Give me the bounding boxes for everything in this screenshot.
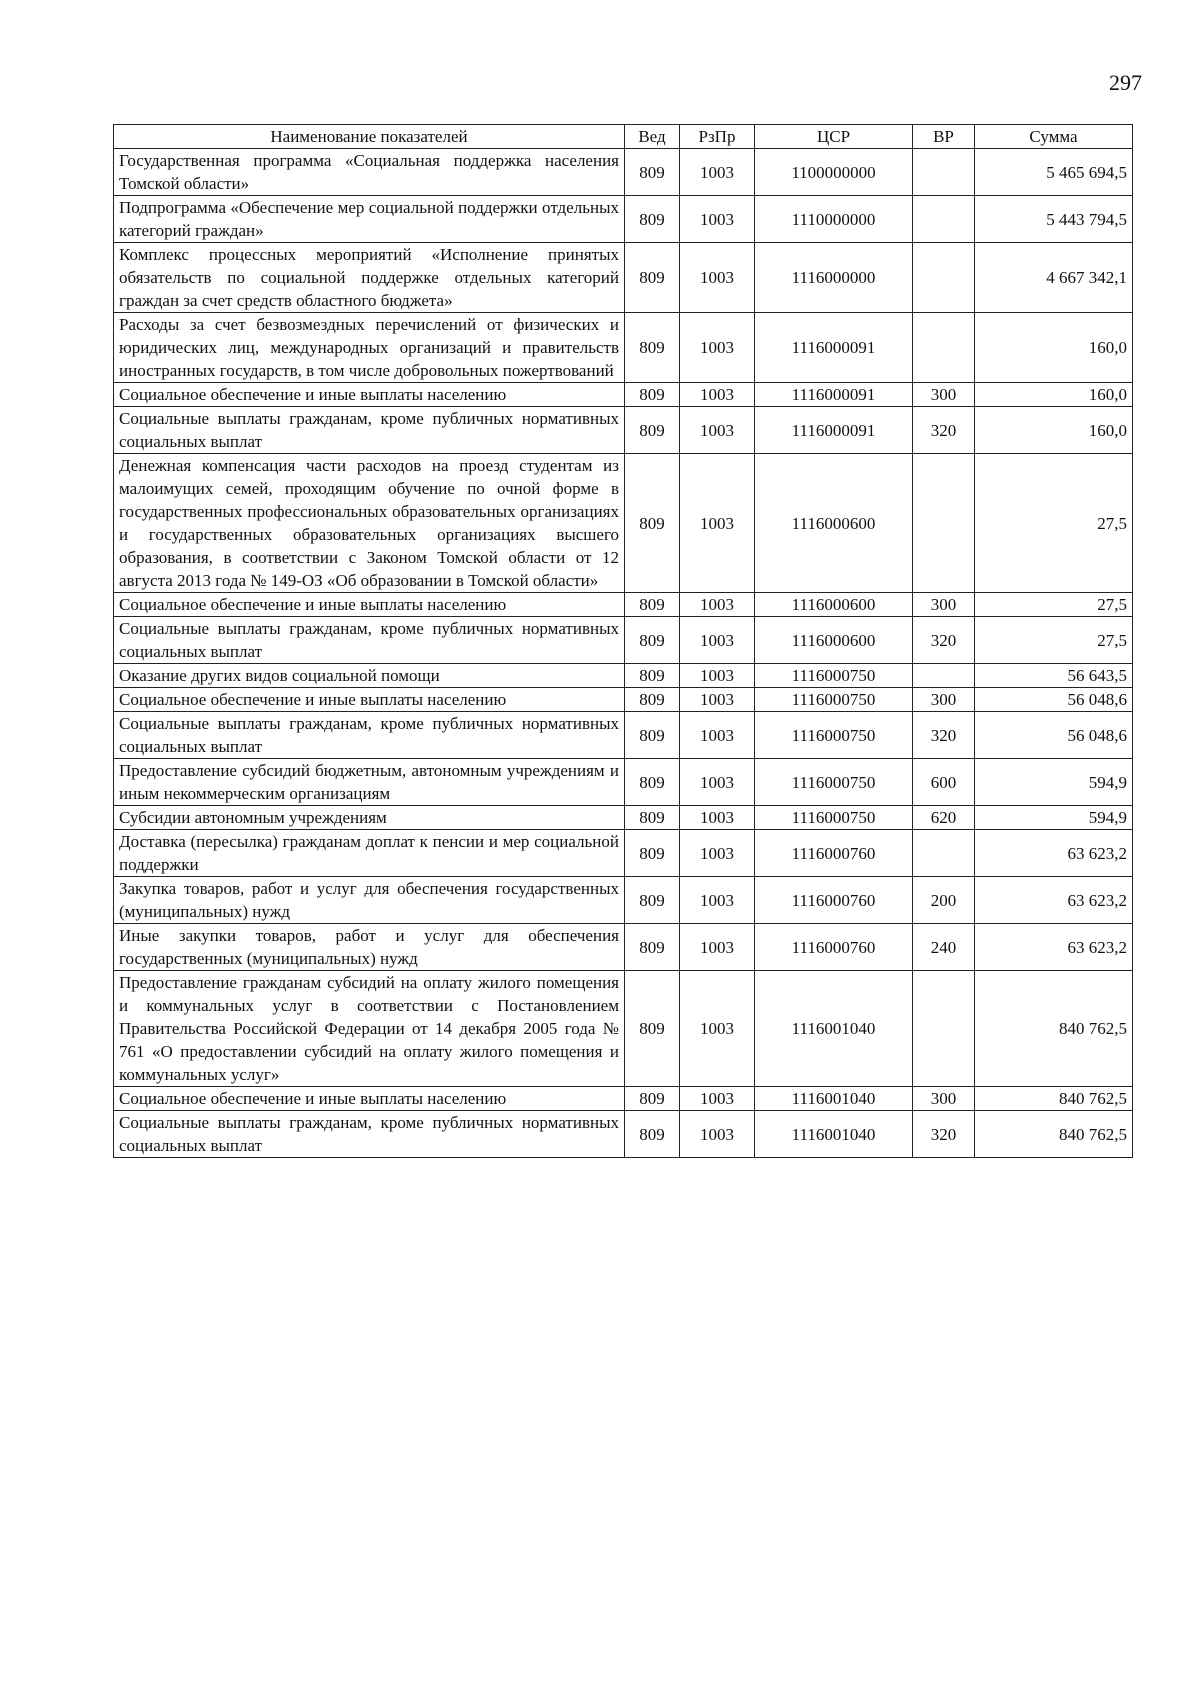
cell-sum: 840 762,5 bbox=[975, 1111, 1133, 1158]
cell-csr: 1116000091 bbox=[755, 407, 913, 454]
table-body bbox=[114, 149, 1133, 1158]
cell-csr: 1116000760 bbox=[755, 830, 913, 877]
cell-ved: 809 bbox=[625, 1111, 680, 1158]
cell-rzpr: 1003 bbox=[680, 617, 755, 664]
cell-sum: 5 443 794,5 bbox=[975, 196, 1133, 243]
table-row bbox=[114, 924, 1133, 971]
cell-sum: 594,9 bbox=[975, 806, 1133, 830]
cell-rzpr: 1003 bbox=[680, 313, 755, 383]
header-ved: Вед bbox=[625, 125, 680, 149]
cell-csr: 1110000000 bbox=[755, 196, 913, 243]
cell-sum: 840 762,5 bbox=[975, 1087, 1133, 1111]
cell-rzpr: 1003 bbox=[680, 407, 755, 454]
cell-ved: 809 bbox=[625, 149, 680, 196]
cell-sum: 27,5 bbox=[975, 593, 1133, 617]
cell-name: Субсидии автономным учреждениям bbox=[114, 806, 625, 830]
table-row bbox=[114, 313, 1133, 383]
cell-vr: 320 bbox=[913, 617, 975, 664]
cell-ved: 809 bbox=[625, 313, 680, 383]
table-row bbox=[114, 1087, 1133, 1111]
cell-csr: 1116001040 bbox=[755, 1087, 913, 1111]
cell-vr: 240 bbox=[913, 924, 975, 971]
cell-ved: 809 bbox=[625, 617, 680, 664]
cell-vr: 300 bbox=[913, 593, 975, 617]
table-row bbox=[114, 407, 1133, 454]
cell-vr: 320 bbox=[913, 407, 975, 454]
cell-rzpr: 1003 bbox=[680, 806, 755, 830]
cell-sum: 63 623,2 bbox=[975, 830, 1133, 877]
page-number: 297 bbox=[1109, 70, 1142, 95]
cell-sum: 63 623,2 bbox=[975, 924, 1133, 971]
cell-csr: 1116000750 bbox=[755, 712, 913, 759]
cell-ved: 809 bbox=[625, 196, 680, 243]
cell-name: Закупка товаров, работ и услуг для обеспечения государственных (муниципальных) нужд bbox=[114, 877, 625, 924]
table-row bbox=[114, 806, 1133, 830]
header-rzpr: РзПр bbox=[680, 125, 755, 149]
cell-ved: 809 bbox=[625, 1087, 680, 1111]
cell-rzpr: 1003 bbox=[680, 1087, 755, 1111]
cell-name: Государственная программа «Социальная поддержка населения Томской области» bbox=[114, 149, 625, 196]
cell-vr: 300 bbox=[913, 383, 975, 407]
cell-name: Социальное обеспечение и иные выплаты населению bbox=[114, 383, 625, 407]
table-row bbox=[114, 971, 1133, 1087]
table-row bbox=[114, 759, 1133, 806]
cell-name: Социальное обеспечение и иные выплаты населению bbox=[114, 1087, 625, 1111]
cell-name: Предоставление субсидий бюджетным, автономным учреждениям и иным некоммерческим организациям bbox=[114, 759, 625, 806]
cell-sum: 27,5 bbox=[975, 617, 1133, 664]
cell-ved: 809 bbox=[625, 806, 680, 830]
cell-name: Социальные выплаты гражданам, кроме публичных нормативных социальных выплат bbox=[114, 1111, 625, 1158]
cell-ved: 809 bbox=[625, 759, 680, 806]
table-row bbox=[114, 149, 1133, 196]
cell-ved: 809 bbox=[625, 830, 680, 877]
table-header-row bbox=[114, 125, 1133, 149]
cell-rzpr: 1003 bbox=[680, 830, 755, 877]
cell-csr: 1100000000 bbox=[755, 149, 913, 196]
cell-name: Комплекс процессных мероприятий «Исполнение принятых обязательств по социальной поддержке отдельных категорий граждан за счет средств областного бюджета» bbox=[114, 243, 625, 313]
cell-csr: 1116000600 bbox=[755, 617, 913, 664]
cell-csr: 1116001040 bbox=[755, 971, 913, 1087]
cell-sum: 56 048,6 bbox=[975, 688, 1133, 712]
table-row bbox=[114, 1111, 1133, 1158]
cell-rzpr: 1003 bbox=[680, 1111, 755, 1158]
table-row bbox=[114, 454, 1133, 593]
cell-sum: 56 048,6 bbox=[975, 712, 1133, 759]
cell-vr bbox=[913, 196, 975, 243]
cell-rzpr: 1003 bbox=[680, 593, 755, 617]
table-row bbox=[114, 877, 1133, 924]
cell-rzpr: 1003 bbox=[680, 383, 755, 407]
table-row bbox=[114, 617, 1133, 664]
cell-rzpr: 1003 bbox=[680, 196, 755, 243]
cell-csr: 1116000760 bbox=[755, 877, 913, 924]
header-sum: Сумма bbox=[975, 125, 1133, 149]
cell-rzpr: 1003 bbox=[680, 664, 755, 688]
cell-name: Иные закупки товаров, работ и услуг для обеспечения государственных (муниципальных) нужд bbox=[114, 924, 625, 971]
cell-csr: 1116000760 bbox=[755, 924, 913, 971]
cell-vr: 200 bbox=[913, 877, 975, 924]
cell-name: Подпрограмма «Обеспечение мер социальной поддержки отдельных категорий граждан» bbox=[114, 196, 625, 243]
cell-sum: 160,0 bbox=[975, 383, 1133, 407]
cell-ved: 809 bbox=[625, 971, 680, 1087]
header-vr: ВР bbox=[913, 125, 975, 149]
cell-vr: 620 bbox=[913, 806, 975, 830]
cell-name: Расходы за счет безвозмездных перечислений от физических и юридических лиц, международных организаций и правительств иностранных государств, в том числе добровольных пожертвований bbox=[114, 313, 625, 383]
cell-name: Социальные выплаты гражданам, кроме публичных нормативных социальных выплат bbox=[114, 407, 625, 454]
table-row bbox=[114, 243, 1133, 313]
cell-csr: 1116000600 bbox=[755, 454, 913, 593]
cell-rzpr: 1003 bbox=[680, 454, 755, 593]
cell-ved: 809 bbox=[625, 243, 680, 313]
cell-vr bbox=[913, 664, 975, 688]
cell-ved: 809 bbox=[625, 454, 680, 593]
cell-sum: 56 643,5 bbox=[975, 664, 1133, 688]
cell-name: Предоставление гражданам субсидий на оплату жилого помещения и коммунальных услуг в соответствии с Постановлением Правительства Российской Федерации от 14 декабря 2005 года № 761 «О предоставлении субсидий на оплату жилого помещения и коммунальных услуг» bbox=[114, 971, 625, 1087]
cell-vr bbox=[913, 313, 975, 383]
cell-sum: 160,0 bbox=[975, 313, 1133, 383]
table-row bbox=[114, 593, 1133, 617]
cell-ved: 809 bbox=[625, 712, 680, 759]
cell-name: Социальное обеспечение и иные выплаты населению bbox=[114, 688, 625, 712]
cell-ved: 809 bbox=[625, 383, 680, 407]
table-row bbox=[114, 712, 1133, 759]
cell-name: Доставка (пересылка) гражданам доплат к пенсии и мер социальной поддержки bbox=[114, 830, 625, 877]
cell-name: Оказание других видов социальной помощи bbox=[114, 664, 625, 688]
cell-vr: 600 bbox=[913, 759, 975, 806]
table-row bbox=[114, 688, 1133, 712]
cell-ved: 809 bbox=[625, 664, 680, 688]
table-row bbox=[114, 664, 1133, 688]
cell-sum: 840 762,5 bbox=[975, 971, 1133, 1087]
cell-sum: 4 667 342,1 bbox=[975, 243, 1133, 313]
cell-vr bbox=[913, 243, 975, 313]
cell-vr: 320 bbox=[913, 1111, 975, 1158]
cell-vr bbox=[913, 971, 975, 1087]
cell-csr: 1116000750 bbox=[755, 688, 913, 712]
cell-sum: 63 623,2 bbox=[975, 877, 1133, 924]
cell-vr: 300 bbox=[913, 688, 975, 712]
table-row bbox=[114, 830, 1133, 877]
cell-rzpr: 1003 bbox=[680, 759, 755, 806]
table-row bbox=[114, 383, 1133, 407]
header-csr: ЦСР bbox=[755, 125, 913, 149]
cell-sum: 5 465 694,5 bbox=[975, 149, 1133, 196]
cell-vr: 300 bbox=[913, 1087, 975, 1111]
budget-table bbox=[113, 124, 1133, 1158]
cell-csr: 1116000091 bbox=[755, 383, 913, 407]
cell-ved: 809 bbox=[625, 877, 680, 924]
cell-ved: 809 bbox=[625, 924, 680, 971]
cell-ved: 809 bbox=[625, 593, 680, 617]
cell-rzpr: 1003 bbox=[680, 712, 755, 759]
cell-vr: 320 bbox=[913, 712, 975, 759]
header-name: Наименование показателей bbox=[114, 125, 625, 149]
cell-csr: 1116000091 bbox=[755, 313, 913, 383]
cell-csr: 1116000750 bbox=[755, 759, 913, 806]
cell-csr: 1116000750 bbox=[755, 664, 913, 688]
cell-sum: 27,5 bbox=[975, 454, 1133, 593]
cell-name: Денежная компенсация части расходов на проезд студентам из малоимущих семей, проходящим обучение по очной форме в государственных профессиональных образовательных организациях и государственных образовательных организациях высшего образования, в соответствии с Законом Томской области от 12 августа 2013 года № 149-ОЗ «Об образовании в Томской области» bbox=[114, 454, 625, 593]
cell-rzpr: 1003 bbox=[680, 971, 755, 1087]
cell-sum: 160,0 bbox=[975, 407, 1133, 454]
cell-sum: 594,9 bbox=[975, 759, 1133, 806]
cell-csr: 1116000000 bbox=[755, 243, 913, 313]
cell-csr: 1116001040 bbox=[755, 1111, 913, 1158]
cell-vr bbox=[913, 454, 975, 593]
cell-name: Социальное обеспечение и иные выплаты населению bbox=[114, 593, 625, 617]
table-row bbox=[114, 196, 1133, 243]
cell-name: Социальные выплаты гражданам, кроме публичных нормативных социальных выплат bbox=[114, 712, 625, 759]
cell-ved: 809 bbox=[625, 407, 680, 454]
cell-name: Социальные выплаты гражданам, кроме публичных нормативных социальных выплат bbox=[114, 617, 625, 664]
cell-rzpr: 1003 bbox=[680, 688, 755, 712]
cell-rzpr: 1003 bbox=[680, 924, 755, 971]
cell-rzpr: 1003 bbox=[680, 149, 755, 196]
cell-rzpr: 1003 bbox=[680, 877, 755, 924]
cell-csr: 1116000600 bbox=[755, 593, 913, 617]
cell-rzpr: 1003 bbox=[680, 243, 755, 313]
cell-vr bbox=[913, 149, 975, 196]
cell-csr: 1116000750 bbox=[755, 806, 913, 830]
cell-ved: 809 bbox=[625, 688, 680, 712]
cell-vr bbox=[913, 830, 975, 877]
